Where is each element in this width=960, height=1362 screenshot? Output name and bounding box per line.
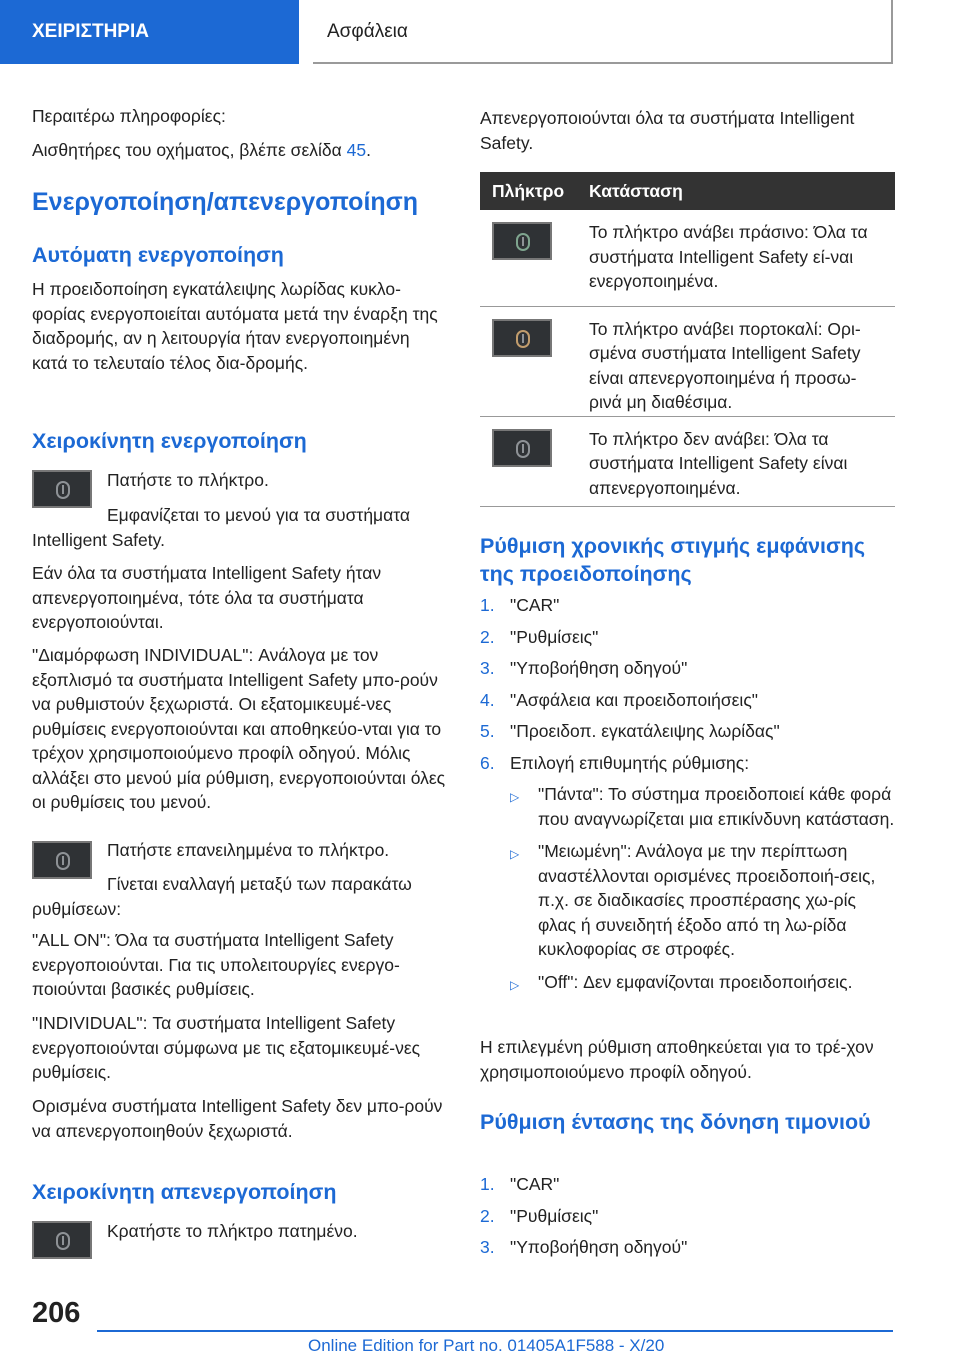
- heading-manual-activation: Χειροκίνητη ενεργοποίηση: [32, 429, 307, 453]
- press-repeatedly-text: Πατήστε επανειλημμένα το πλήκτρο.: [107, 840, 390, 860]
- timing-steps-list: [480, 593, 895, 1002]
- press-button-text: Πατήστε το πλήκτρο.: [107, 470, 269, 490]
- menu-shown-text: Εμφανίζεται το μενού για τα συστήματα Intelligent Safety.: [32, 505, 411, 550]
- col-header-status: Κατάσταση: [589, 180, 683, 201]
- section-title: Ασφάλεια: [313, 0, 893, 64]
- list-item: 4. "Ασφάλεια και προειδοποιήσεις": [480, 689, 758, 710]
- sensors-ref: Αισθητήρες του οχήματος, βλέπε σελίδα 45.: [32, 139, 371, 160]
- button-off-icon: [492, 429, 552, 467]
- heading-activation: Ενεργοποίηση/απενεργοποίηση: [32, 188, 419, 216]
- hold-button-text: Κρατήστε το πλήκτρο πατημένο.: [107, 1221, 358, 1241]
- footer-divider: [97, 1330, 893, 1332]
- bullet-item: ▷ "Πάντα": Το σύστημα προειδοποιεί κάθε φορά που αναγνωρίζεται μια επικίνδυνη κατάσταση.: [510, 784, 895, 829]
- button-green-icon: [492, 222, 552, 260]
- page-link[interactable]: 45: [346, 139, 367, 160]
- all-on-text: "ALL ON": Όλα τα συστήματα Intelligent Safety ενεργοποιούνται. Για τις υπολειτουργίες ενεργο-ποιούνται βασικές ρυθμίσεις.: [32, 930, 400, 999]
- table-row: [480, 416, 895, 506]
- list-item: 3. "Υποβοήθηση οδηγού": [480, 1237, 688, 1257]
- list-item: 1. "CAR": [480, 1174, 560, 1194]
- edition-footer: Online Edition for Part no. 01405A1F588 - X/20: [308, 1336, 665, 1355]
- triangle-bullet-icon: ▷: [510, 790, 520, 804]
- triangle-bullet-icon: ▷: [510, 847, 520, 861]
- page-number: 206: [32, 1297, 81, 1329]
- all-off-text: Εάν όλα τα συστήματα Intelligent Safety ήταν απενεργοποιημένα, τότε όλα τα συστήματα ενεργοποιούνται.: [32, 563, 382, 632]
- heading-warning-timing: Ρύθμιση χρονικής στιγμής εμφάνισης της προειδοποίησης: [480, 534, 866, 586]
- individual-config-text: "Διαμόρφωση INDIVIDUAL": Ανάλογα με τον εξοπλισμό τα συστήματα Intelligent Safety μπο-ρούν να ρυθμιστούν ξεχωριστά. Οι εξατομικευμέ-νες ρυθμίσεις ενεργοποιούνται και αποθηκεύο-νται για το τρέχον χρησιμοποιούμενο προφίλ οδηγού. Μόλις αλλάξει στο μενού μία ρύθμιση, ενεργοποιούνται όλες οι ρυθμίσεις του μενού.: [32, 645, 446, 812]
- heading-vibration: Ρύθμιση έντασης της δόνηση τιμονιού: [480, 1110, 871, 1134]
- auto-activation-text: Η προειδοποίηση εγκατάλειψης λωρίδας κυκλο-φορίας ενεργοποιείται αυτόματα μετά την έναρξη της διαδρομής, αν η λειτουργία ήταν ενεργοποιημένη κατά το τελευταίο τέλος δια-δρομής.: [32, 279, 438, 373]
- triangle-bullet-icon: ▷: [510, 977, 520, 992]
- some-systems-text: Ορισμένα συστήματα Intelligent Safety δεν μπο-ρούν να απενεργοποιηθούν ξεχωριστά.: [32, 1096, 443, 1141]
- status-orange: Το πλήκτρο ανάβει πορτοκαλί: Ορι-σμένα συστήματα Intelligent Safety είναι απενεργοποιημένα ή προσω-ρινά μη διαθέσιμα.: [589, 318, 861, 412]
- status-off: Το πλήκτρο δεν ανάβει: Όλα τα συστήματα Intelligent Safety είναι απενεργοποιημένα.: [589, 428, 848, 498]
- vibration-steps-list: [480, 1172, 895, 1267]
- heading-auto-activation: Αυτόματη ενεργοποίηση: [32, 243, 284, 267]
- intelligent-safety-button-icon-3: [32, 1221, 92, 1259]
- col-header-button: Πλήκτρο: [492, 180, 565, 201]
- status-green: Το πλήκτρο ανάβει πράσινο: Όλα τα συστήματα Intelligent Safety εί-ναι ενεργοποιημένα.: [589, 222, 868, 291]
- bullet-item: ▷ "Μειωμένη": Ανάλογα με την περίπτωση αναστέλλονται ορισμένες προειδοποιή-σεις, π.χ. σε διαδικασίες προσπέρασης χω-ρίς φλας ή συνειδητή έξοδο από τη λω-ρίδα κυκλοφορίας σε στροφές.: [510, 841, 876, 959]
- more-info-label: Περαιτέρω πληροφορίες:: [32, 106, 226, 126]
- button-status-table: [480, 172, 895, 507]
- setting-saved-text: Η επιλεγμένη ρύθμιση αποθηκεύεται για το τρέ-χον χρησιμοποιούμενο προφίλ οδηγού.: [480, 1037, 874, 1082]
- list-item: 2. "Ρυθμίσεις": [480, 626, 599, 647]
- table-row: [480, 210, 895, 306]
- bullet-item: ▷ "Off": Δεν εμφανίζονται προειδοποιήσεις.: [480, 970, 895, 995]
- list-item: 3. "Υποβοήθηση οδηγού": [480, 658, 688, 678]
- deactivate-all-text: Απενεργοποιούνται όλα τα συστήματα Intelligent Safety.: [480, 108, 855, 153]
- list-item: 1. "CAR": [480, 595, 560, 615]
- list-item: 5. "Προειδοπ. εγκατάλειψης λωρίδας": [480, 721, 780, 741]
- individual-text: "INDIVIDUAL": Τα συστήματα Intelligent Safety ενεργοποιούνται σύμφωνα με τις εξατομικευμέ-νες ρυθμίσεις.: [32, 1013, 421, 1082]
- toggle-settings-text: Γίνεται εναλλαγή μεταξύ των παρακάτω ρυθμίσεων:: [32, 874, 412, 919]
- table-header: [480, 172, 895, 210]
- left-column: [32, 104, 447, 171]
- table-row: [480, 306, 895, 416]
- list-item: 2. "Ρυθμίσεις": [480, 1205, 599, 1226]
- button-orange-icon: [492, 319, 552, 357]
- list-item: 6. Επιλογή επιθυμητής ρύθμισης:: [480, 752, 750, 773]
- heading-manual-deactivation: Χειροκίνητη απενεργοποίηση: [32, 1180, 337, 1204]
- chapter-tab: ΧΕΙΡΙΣΤΗΡΙΑ: [0, 0, 299, 64]
